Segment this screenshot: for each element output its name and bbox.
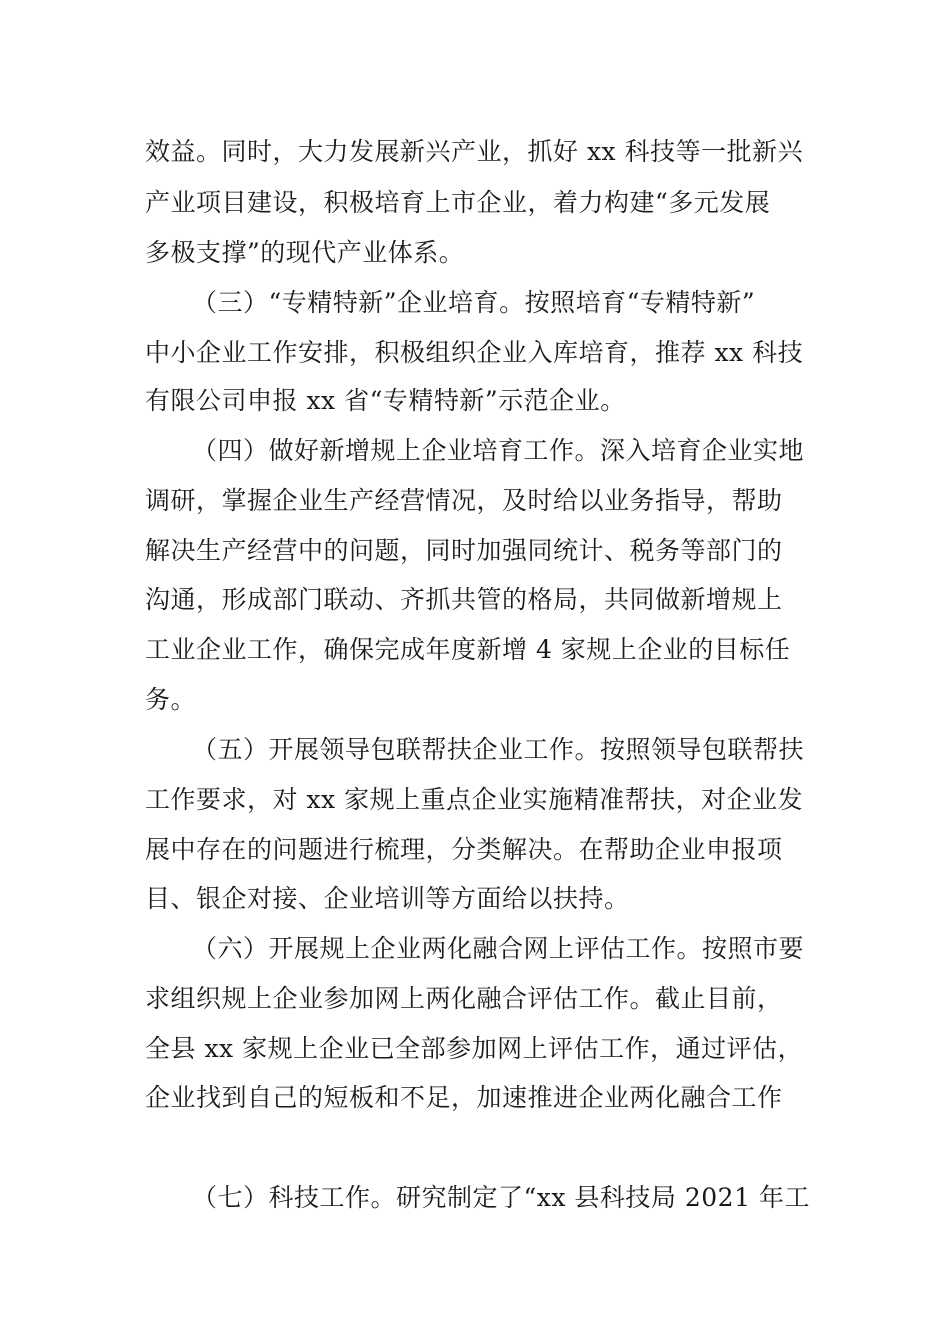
paragraph-5-line-3: 展中存在的问题进行梳理，分类解决。在帮助企业申报项 <box>145 835 783 864</box>
paragraph-3-line-2: 中小企业工作安排，积极组织企业入库培育，推荐 xx 科技 <box>145 338 804 367</box>
paragraph-3-line-3: 有限公司申报 xx 省“专精特新”示范企业。 <box>145 386 626 415</box>
paragraph-6-line-4: 企业找到自己的短板和不足，加速推进企业两化融合工作 <box>145 1083 783 1112</box>
paragraph-4-line-2: 调研，掌握企业生产经营情况，及时给以业务指导，帮助 <box>145 486 783 515</box>
text-line-1: 效益。同时，大力发展新兴产业，抓好 xx 科技等一批新兴 <box>145 137 804 166</box>
paragraph-5-line-4: 目、银企对接、企业培训等方面给以扶持。 <box>145 884 630 913</box>
paragraph-4-line-4: 沟通，形成部门联动、齐抓共管的格局，共同做新增规上 <box>145 585 783 614</box>
paragraph-6-line-3: 全县 xx 家规上企业已全部参加网上评估工作，通过评估， <box>145 1034 804 1063</box>
paragraph-5-line-2: 工作要求，对 xx 家规上重点企业实施精准帮扶，对企业发 <box>145 785 804 814</box>
paragraph-6-line-1: （六）开展规上企业两化融合网上评估工作。按照市要 <box>192 934 805 963</box>
paragraph-3-line-1: （三）“专精特新”企业培育。按照培育“专精特新” <box>192 288 756 317</box>
paragraph-6-line-2: 求组织规上企业参加网上两化融合评估工作。截止目前， <box>145 984 783 1013</box>
paragraph-4-line-5: 工业企业工作，确保完成年度新增 4 家规上企业的目标任 <box>145 635 791 664</box>
paragraph-4-line-3: 解决生产经营中的问题，同时加强同统计、税务等部门的 <box>145 536 783 565</box>
text-line-2: 产业项目建设，积极培育上市企业，着力构建“多元发展 <box>145 188 771 217</box>
paragraph-4-line-1: （四）做好新增规上企业培育工作。深入培育企业实地 <box>192 436 805 465</box>
paragraph-5-line-1: （五）开展领导包联帮扶企业工作。按照领导包联帮扶 <box>192 735 805 764</box>
text-line-3: 多极支撑”的现代产业体系。 <box>145 238 465 267</box>
paragraph-7-line-1: （七）科技工作。研究制定了“xx 县科技局 2021 年工 <box>192 1183 810 1212</box>
paragraph-4-line-6: 务。 <box>145 685 197 714</box>
